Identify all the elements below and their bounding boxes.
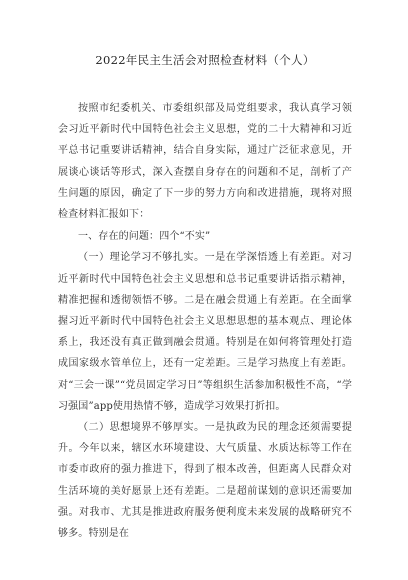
document-title: 2022年民主生活会对照检查材料（个人） bbox=[95, 53, 315, 67]
document-body bbox=[58, 98, 352, 544]
section-heading: 一、存在的问题：四个“不实” bbox=[78, 231, 211, 243]
paragraph-ideological-realm: （二）思想境界不够厚实。一是执政为民的理念还须需要提升。今年以来，辖区水环境建设、大气质量、水质达标等工作在市委市政府的强力推进下，得到了根本改善，但距离人民群众对生活环境的美好愿景上还有差距。二是超前谋划的意识还需要加强。对我市、尤其是推进政府服务便利度未来发展的战略研究不够多。特别是在 bbox=[58, 422, 352, 540]
paragraph-theory-study: （一）理论学习不够扎实。一是在学深悟透上有差距。对习近平新时代中国特色社会主义思想和总书记重要讲话指示精神，精准把握和透彻领悟不够。二是在融会贯通上有差距。在全面掌握习近平新时代中国特色社会主义思想思想的基本观点、理论体系上，我还没有真正做到融会贯通。特别是在如何将管理处打造成国家级水管单位上，还有一定差距。三是学习热度上有差距。对“三会一课”“党员固定学习日”等组织生活参加积极性不高，“学习强国”app使用热情不够，造成学习效果打折扣。 bbox=[58, 252, 352, 412]
intro-paragraph: 按照市纪委机关、市委组织部及局党组要求，我认真学习领会习近平新时代中国特色社会主义思想，党的二十大精神和习近平总书记重要讲话精神，结合自身实际，通过广泛征求意见，开展谈心谈话等形式，深入查摆自身存在的问题和不足，剖析了产生问题的原因，确定了下一步的努力方向和改进措施，现将对照检查材料汇报如下： bbox=[58, 103, 352, 221]
